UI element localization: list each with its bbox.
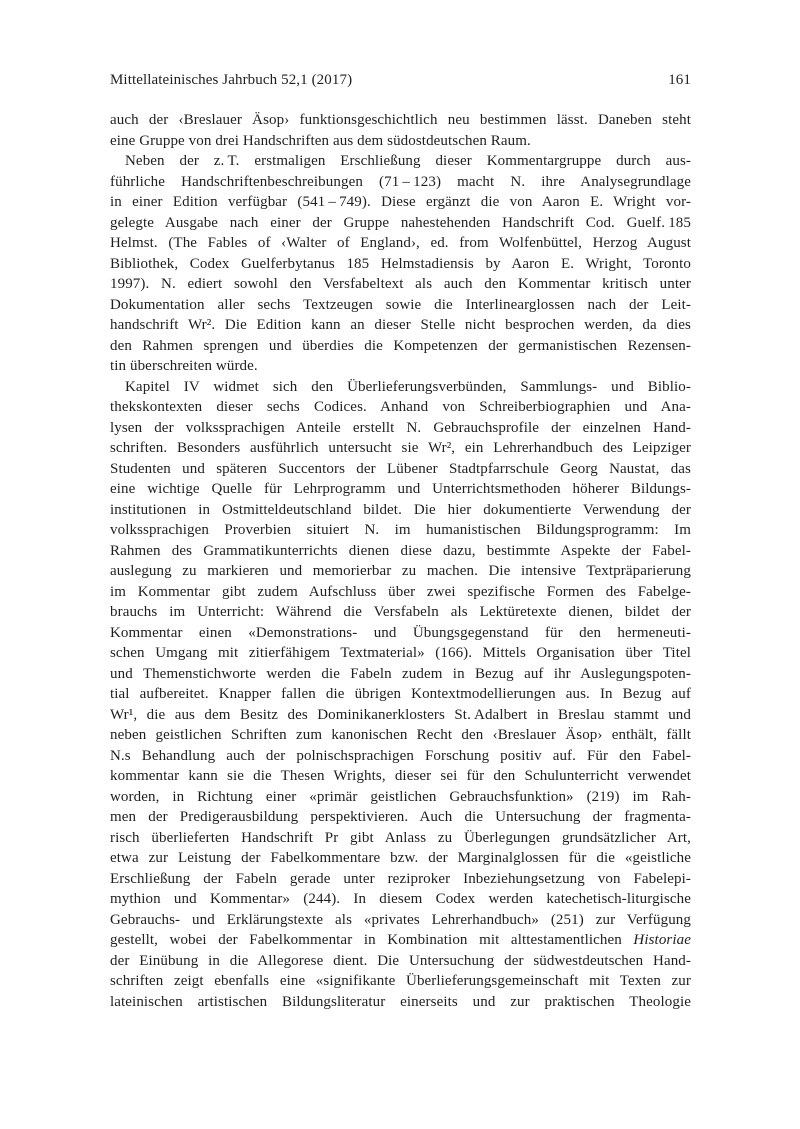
text-line	[110, 397, 691, 418]
text-segment: gelegte Ausgabe nach einer der Gruppe nahestehenden Handschrift Cod. Guelf. 185	[110, 214, 691, 231]
text-line	[110, 479, 691, 500]
text-segment: schen Umgang mit zitierfähigem Textmaterial» (166). Mittels Organisation über Titel	[110, 645, 691, 661]
text-segment: neben geistlichen Schriften zum kanonischen Recht den ‹Breslauer Äsop› enthält, fällt	[110, 727, 691, 743]
text-line	[110, 336, 691, 357]
text-segment: und Themenstichworte werden die Fabeln zudem in Bezug auf ihr Auslegungspoten-	[110, 665, 691, 682]
text-line	[110, 459, 691, 480]
text-segment: lysen der volkssprachigen Anteile erstellt N. Gebrauchsprofile der einzelnen Hand-	[110, 419, 691, 436]
text-segment: in einer Edition verfügbar (541 – 749). Diese ergänzt die von Aaron E. Wright vor-	[110, 194, 691, 210]
text-segment: 1997). N. ediert sowohl den Versfabeltext als auch den Kommentar kritisch unter	[110, 276, 691, 292]
text-segment: Gebrauchs- und Erklärungstexte als «privates Lehrerhandbuch» (251) zur Verfügung	[110, 911, 691, 928]
text-segment: im Kommentar gibt zudem Aufschluss über zwei spezifische Formen des Fabelge-	[110, 583, 691, 600]
journal-title: Mittellateinisches Jahrbuch 52,1 (2017)	[110, 72, 353, 88]
text-line	[110, 910, 691, 931]
text-line	[110, 213, 691, 234]
text-line	[110, 643, 691, 664]
text-segment: Neben der z. T. erstmaligen Erschließung dieser Kommentargruppe durch aus-	[125, 153, 691, 169]
text-segment: risch überlieferten Handschrift Pr gibt Anlass zu Überlegungen grundsätzlicher Art,	[110, 829, 691, 846]
text-line	[110, 151, 691, 172]
text-line	[110, 438, 691, 459]
text-segment: Rahmen des Grammatikunterrichts dienen diese dazu, bestimmte Aspekte der Fabel-	[110, 542, 691, 559]
text-segment: Bibliothek, Codex Guelferbytanus 185 Helmstadiensis by Aaron E. Wright, Toronto	[110, 255, 691, 272]
text-line	[110, 684, 691, 705]
text-segment: gestellt, wobei der Fabelkommentar in Kombination mit alttestamentlichen	[110, 932, 634, 948]
text-line	[110, 828, 691, 849]
review-text	[110, 110, 691, 1012]
text-line	[110, 746, 691, 767]
page-number: 161	[668, 72, 691, 88]
text-segment: Erschließung der Fabeln gerade unter reziproker Inbeziehungsetzung von Fabelepi-	[110, 870, 691, 887]
text-segment: volkssprachigen Proverbien situiert N. im humanistischen Bildungsprogramm: Im	[110, 522, 691, 538]
text-segment: men der Predigerausbildung perspektivieren. Auch die Untersuchung der fragmenta-	[110, 809, 691, 825]
text-segment: Kapitel IV widmet sich den Überlieferungsverbünden, Sammlungs- und Biblio-	[125, 378, 691, 395]
text-segment: tin überschreiten würde.	[110, 358, 258, 374]
text-line	[110, 869, 691, 890]
text-line	[110, 315, 691, 336]
text-line	[110, 356, 691, 377]
text-segment: Kommentar einen «Demonstrations- und Übungsgegenstand für den hermeneuti-	[110, 624, 691, 641]
text-segment: mythion und Kommentar» (244). In diesem Codex werden katechetisch-liturgische	[110, 891, 691, 907]
text-line	[110, 705, 691, 726]
text-line	[110, 172, 691, 193]
text-line	[110, 131, 691, 152]
text-line	[110, 295, 691, 316]
text-line	[110, 623, 691, 644]
text-line	[110, 233, 691, 254]
text-line	[110, 951, 691, 972]
text-line	[110, 500, 691, 521]
text-line	[110, 274, 691, 295]
text-line	[110, 725, 691, 746]
text-segment: N.s Behandlung auch der polnischsprachigen Forschung positiv auf. Für den Fabel-	[110, 747, 691, 764]
text-line	[110, 254, 691, 275]
text-segment: auch der ‹Breslauer Äsop› funktionsgeschichtlich neu bestimmen lässt. Daneben steht	[110, 112, 691, 128]
text-segment: schriften. Besonders ausführlich untersucht sie Wr², ein Lehrerhandbuch des Leipziger	[110, 440, 691, 456]
running-head	[110, 71, 691, 89]
text-line	[110, 377, 691, 398]
text-segment: Wr¹, die aus dem Besitz des Dominikanerklosters St. Adalbert in Breslau stammt und	[110, 706, 691, 723]
text-line	[110, 766, 691, 787]
text-segment: der Einübung in die Allegorese dient. Die Untersuchung der südwestdeutschen Hand-	[110, 952, 691, 969]
text-segment: handschrift Wr². Die Edition kann an dieser Stelle nicht besprochen werden, da dies	[110, 317, 691, 333]
text-line	[110, 582, 691, 603]
text-segment: tial aufbereitet. Knapper fallen die übrigen Kontextmodellierungen aus. In Bezug auf	[110, 686, 691, 702]
text-segment: auslegung zu markieren und memorierbar zu machen. Die intensive Textpräparierung	[110, 563, 691, 579]
text-line	[110, 561, 691, 582]
text-segment: eine wichtige Quelle für Lehrprogramm und Unterrichtsmethoden höherer Bildungs-	[110, 481, 691, 497]
text-line	[110, 602, 691, 623]
text-line	[110, 992, 691, 1013]
text-line	[110, 848, 691, 869]
text-segment: brauchs im Unterricht: Während die Versfabeln als Lektüretexte dienen, bildet der	[110, 604, 691, 620]
text-segment: führliche Handschriftenbeschreibungen (71 – 123) macht N. ihre Analysegrundlage	[110, 173, 691, 190]
text-segment: kommentar kann sie die Thesen Wrights, dieser sei für den Schulunterricht verwendet	[110, 768, 691, 784]
text-segment: lateinischen artistischen Bildungsliteratur einerseits und zur praktischen Theologie	[110, 993, 691, 1010]
text-segment: eine Gruppe von drei Handschriften aus dem südostdeutschen Raum.	[110, 132, 531, 149]
text-line	[110, 664, 691, 685]
text-segment: Studenten und späteren Succentors der Lübener Stadtpfarrschule Georg Naustat, das	[110, 460, 691, 477]
text-segment: schriften zeigt ebenfalls eine «signifikante Überlieferungsgemeinschaft mit Texten zur	[110, 973, 691, 989]
text-line	[110, 930, 691, 951]
text-segment: worden, in Richtung einer «primär geistlichen Gebrauchsfunktion» (219) im Rah-	[110, 788, 691, 805]
text-line	[110, 192, 691, 213]
text-segment: Helmst. (The Fables of ‹Walter of England›, ed. from Wolfenbüttel, Herzog August	[110, 235, 691, 251]
text-line	[110, 787, 691, 808]
text-segment: Dokumentation aller sechs Textzeugen sowie die Interlinearglossen nach der Leit-	[110, 296, 691, 313]
text-segment: den Rahmen sprengen und überdies die Kompetenzen der germanistischen Rezensen-	[110, 337, 691, 354]
italic-text-segment: Historiae	[633, 932, 691, 948]
text-line	[110, 520, 691, 541]
text-line	[110, 418, 691, 439]
text-line	[110, 971, 691, 992]
text-line	[110, 541, 691, 562]
text-segment: etwa zur Leistung der Fabelkommentare bzw. der Marginalglossen für die «geistliche	[110, 850, 691, 866]
text-line	[110, 807, 691, 828]
text-segment: thekskontexten dieser sechs Codices. Anhand von Schreiberbiographien und Ana-	[110, 399, 691, 415]
text-segment: institutionen in Ostmitteldeutschland bildet. Die hier dokumentierte Verwendung der	[110, 501, 691, 518]
text-line	[110, 110, 691, 131]
text-line	[110, 889, 691, 910]
